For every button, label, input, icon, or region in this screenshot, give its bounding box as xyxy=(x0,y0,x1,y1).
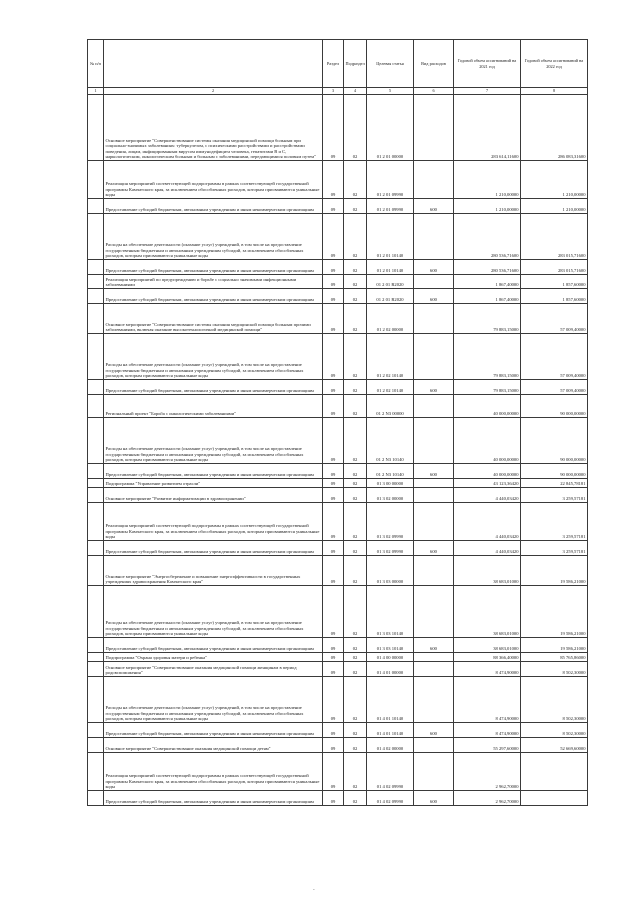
row-amount-2022: 52 669,60000 xyxy=(521,738,588,753)
table-row xyxy=(88,418,588,464)
header-target-item: Целевая статья xyxy=(367,40,414,88)
row-expense-type xyxy=(414,556,454,586)
row-section: 09 xyxy=(323,395,344,418)
row-section: 09 xyxy=(323,677,344,723)
row-amount-2021: 283 614,11600 xyxy=(454,95,521,161)
budget-allocation-table xyxy=(87,39,588,806)
row-subsection: 02 xyxy=(344,556,367,586)
column-number: 8 xyxy=(521,88,588,95)
row-expense-type xyxy=(414,662,454,677)
table-row xyxy=(88,479,588,488)
row-amount-2022: 3 259,57181 xyxy=(521,503,588,541)
row-number xyxy=(88,677,104,723)
row-name: Региональный проект "Борьба с онкологическими заболеваниями" xyxy=(104,395,323,418)
row-amount-2022: 8 502,30000 xyxy=(521,677,588,723)
row-amount-2022: 22 845,78181 xyxy=(521,479,588,488)
row-amount-2022: 3 259,57181 xyxy=(521,541,588,556)
row-target-item: 01 3 02 09990 xyxy=(367,541,414,556)
row-section: 09 xyxy=(323,289,344,304)
row-subsection: 02 xyxy=(344,418,367,464)
row-subsection: 02 xyxy=(344,723,367,738)
row-target-item: 01 4 02 09990 xyxy=(367,791,414,806)
row-amount-2021: 280 536,71600 xyxy=(454,260,521,275)
row-number xyxy=(88,289,104,304)
row-amount-2021: 38 683,01000 xyxy=(454,556,521,586)
row-amount-2022: 1 857,60000 xyxy=(521,275,588,289)
row-amount-2021: 40 000,00000 xyxy=(454,395,521,418)
row-subsection: 02 xyxy=(344,275,367,289)
table-row xyxy=(88,199,588,214)
row-name: Предоставление субсидий бюджетным, автономным учреждениям и иным некоммерческим организациям xyxy=(104,464,323,479)
row-amount-2022: 8 502,30000 xyxy=(521,662,588,677)
row-expense-type: 600 xyxy=(414,380,454,395)
row-number xyxy=(88,199,104,214)
row-number xyxy=(88,214,104,260)
table-row xyxy=(88,503,588,541)
row-amount-2022: 90 000,00000 xyxy=(521,464,588,479)
row-name: Реализация мероприятий соответствующей подпрограммы в рамках соответствующей государственной программы Камчатского края, за исключением обособленных расходов, которым присваиваются уникальные коды xyxy=(104,503,323,541)
row-number xyxy=(88,161,104,199)
row-expense-type: 600 xyxy=(414,289,454,304)
row-expense-type xyxy=(414,653,454,662)
row-name: Расходы на обеспечение деятельности (оказание услуг) учреждений, в том числе на предоставление государственным бюджетным и автономным учреждениям субсидий, за исключением обособленных расходов, которым присваиваются уникальные коды xyxy=(104,214,323,260)
row-expense-type: 600 xyxy=(414,199,454,214)
column-number: 1 xyxy=(88,88,104,95)
row-subsection: 02 xyxy=(344,161,367,199)
row-target-item: 01 2 01 09990 xyxy=(367,161,414,199)
table-row xyxy=(88,662,588,677)
row-amount-2022: 19 586,21000 xyxy=(521,638,588,653)
row-amount-2021: 1 210,00000 xyxy=(454,161,521,199)
row-target-item: 01 2 02 10140 xyxy=(367,380,414,395)
row-name: Предоставление субсидий бюджетным, автономным учреждениям и иным некоммерческим организациям xyxy=(104,260,323,275)
row-subsection: 02 xyxy=(344,304,367,334)
row-expense-type xyxy=(414,738,454,753)
row-amount-2022: 19 586,21000 xyxy=(521,586,588,638)
row-number xyxy=(88,503,104,541)
row-number xyxy=(88,586,104,638)
row-amount-2022: 1 857,60000 xyxy=(521,289,588,304)
table-row xyxy=(88,260,588,275)
row-number xyxy=(88,395,104,418)
row-name: Предоставление субсидий бюджетным, автономным учреждениям и иным некоммерческим организациям xyxy=(104,638,323,653)
row-name: Реализация мероприятий соответствующей подпрограммы в рамках соответствующей государственной программы Камчатского края, за исключением обособленных расходов, которым присваиваются уникальные коды xyxy=(104,161,323,199)
row-expense-type xyxy=(414,214,454,260)
row-expense-type: 600 xyxy=(414,464,454,479)
row-section: 09 xyxy=(323,161,344,199)
row-amount-2021: 8 474,90000 xyxy=(454,723,521,738)
row-number xyxy=(88,275,104,289)
row-target-item: 01 2 01 R2020 xyxy=(367,289,414,304)
table-row xyxy=(88,304,588,334)
table-row xyxy=(88,556,588,586)
table-row xyxy=(88,214,588,260)
row-amount-2021: 38 683,01000 xyxy=(454,638,521,653)
row-expense-type xyxy=(414,161,454,199)
column-number: 7 xyxy=(454,88,521,95)
row-subsection: 02 xyxy=(344,541,367,556)
row-amount-2021: 2 962,70000 xyxy=(454,791,521,806)
table-row xyxy=(88,541,588,556)
row-section: 09 xyxy=(323,541,344,556)
header-amount-2022: Годовой объем ассигнований на 2022 год xyxy=(521,40,588,88)
column-number-row xyxy=(88,88,588,95)
row-name: Подпрограмма "Охрана здоровья матери и ребенка" xyxy=(104,653,323,662)
row-subsection: 02 xyxy=(344,677,367,723)
row-expense-type: 600 xyxy=(414,260,454,275)
row-target-item: 01 2 01 09990 xyxy=(367,199,414,214)
row-amount-2021: 79 883,15000 xyxy=(454,380,521,395)
row-target-item: 01 4 02 00000 xyxy=(367,738,414,753)
row-amount-2022: 19 586,21000 xyxy=(521,556,588,586)
row-subsection: 02 xyxy=(344,334,367,380)
row-section: 09 xyxy=(323,586,344,638)
row-name: Реализация мероприятий соответствующей подпрограммы в рамках соответствующей государственной программы Камчатского края, за исключением обособленных расходов, которым присваиваются уникальные коды xyxy=(104,753,323,791)
row-amount-2022: 85 765,86000 xyxy=(521,653,588,662)
row-target-item: 01 2 01 10140 xyxy=(367,260,414,275)
row-section: 09 xyxy=(323,738,344,753)
row-target-item: 01 2 01 10140 xyxy=(367,214,414,260)
header-section: Раздел xyxy=(323,40,344,88)
row-target-item: 01 2 N3 10140 xyxy=(367,418,414,464)
row-section: 09 xyxy=(323,753,344,791)
row-name: Предоставление субсидий бюджетным, автономным учреждениям и иным некоммерческим организациям xyxy=(104,791,323,806)
column-number: 3 xyxy=(323,88,344,95)
row-number xyxy=(88,662,104,677)
row-number xyxy=(88,541,104,556)
row-number xyxy=(88,479,104,488)
row-section: 09 xyxy=(323,464,344,479)
row-number xyxy=(88,653,104,662)
header-amount-2021: Годовой объем ассигнований на 2021 год xyxy=(454,40,521,88)
row-name: Основное мероприятие "Развитие информатизации в здравоохранении" xyxy=(104,488,323,503)
row-amount-2021: 1 867,40000 xyxy=(454,275,521,289)
row-number xyxy=(88,738,104,753)
row-amount-2021: 55 297,60000 xyxy=(454,738,521,753)
row-amount-2021: 40 000,00000 xyxy=(454,464,521,479)
row-target-item: 01 3 03 10140 xyxy=(367,638,414,653)
row-target-item: 01 3 02 09990 xyxy=(367,503,414,541)
table-row xyxy=(88,95,588,161)
row-amount-2022: 90 000,00000 xyxy=(521,395,588,418)
row-subsection: 02 xyxy=(344,479,367,488)
row-section: 09 xyxy=(323,723,344,738)
column-number: 2 xyxy=(104,88,323,95)
row-number xyxy=(88,334,104,380)
table-row xyxy=(88,464,588,479)
row-target-item: 01 2 02 10140 xyxy=(367,334,414,380)
header-expense-type: Вид расходов xyxy=(414,40,454,88)
table-row xyxy=(88,791,588,806)
row-subsection: 02 xyxy=(344,464,367,479)
row-amount-2022: 3 259,57181 xyxy=(521,488,588,503)
table-row xyxy=(88,488,588,503)
row-number xyxy=(88,791,104,806)
row-amount-2022: 90 000,00000 xyxy=(521,418,588,464)
table-row xyxy=(88,334,588,380)
row-amount-2021: 4 440,03420 xyxy=(454,488,521,503)
row-target-item: 01 2 N3 00000 xyxy=(367,395,414,418)
row-expense-type xyxy=(414,488,454,503)
row-expense-type xyxy=(414,275,454,289)
row-subsection: 02 xyxy=(344,753,367,791)
row-expense-type xyxy=(414,753,454,791)
row-number xyxy=(88,556,104,586)
row-target-item: 01 2 N3 10140 xyxy=(367,464,414,479)
row-section: 09 xyxy=(323,275,344,289)
table-body xyxy=(88,95,588,806)
row-target-item: 01 3 03 10140 xyxy=(367,586,414,638)
row-target-item: 01 4 02 09990 xyxy=(367,753,414,791)
row-amount-2021: 38 683,01000 xyxy=(454,586,521,638)
row-name: Расходы на обеспечение деятельности (оказание услуг) учреждений, в том числе на предоставление государственным бюджетным и автономным учреждениям субсидий, за исключением обособленных расходов, которым присваиваются уникальные коды xyxy=(104,334,323,380)
row-amount-2022: 57 009,40000 xyxy=(521,304,588,334)
row-section: 09 xyxy=(323,662,344,677)
row-number xyxy=(88,380,104,395)
row-section: 09 xyxy=(323,556,344,586)
row-subsection: 02 xyxy=(344,289,367,304)
row-amount-2021: 280 536,71600 xyxy=(454,214,521,260)
row-expense-type xyxy=(414,418,454,464)
table-row xyxy=(88,677,588,723)
row-amount-2021: 4 440,03420 xyxy=(454,541,521,556)
row-target-item: 01 3 03 00000 xyxy=(367,556,414,586)
row-name: Реализация мероприятий по предупреждению и борьбе с социально значимыми инфекционными заболеваниями xyxy=(104,275,323,289)
row-amount-2021: 79 883,15000 xyxy=(454,334,521,380)
row-name: Основное мероприятие "Совершенствование оказания медицинской помощи женщинам в период родовспоможения" xyxy=(104,662,323,677)
row-target-item: 01 2 01 00000 xyxy=(367,95,414,161)
row-subsection: 02 xyxy=(344,395,367,418)
row-name: Основное мероприятие "Совершенствование оказания медицинской помощи детям" xyxy=(104,738,323,753)
row-amount-2021: 88 366,40000 xyxy=(454,653,521,662)
row-expense-type xyxy=(414,304,454,334)
row-subsection: 02 xyxy=(344,662,367,677)
row-amount-2021: 8 474,90000 xyxy=(454,662,521,677)
table-row xyxy=(88,638,588,653)
row-amount-2022 xyxy=(521,791,588,806)
row-target-item: 01 4 00 00000 xyxy=(367,653,414,662)
row-name: Основное мероприятие "Энергосбережение и повышение энергоэффективности в государственных учреждениях здравоохранения Камчатского края" xyxy=(104,556,323,586)
row-amount-2021: 1 210,00000 xyxy=(454,199,521,214)
table-row xyxy=(88,753,588,791)
row-number xyxy=(88,260,104,275)
row-subsection: 02 xyxy=(344,199,367,214)
table-row xyxy=(88,395,588,418)
row-number xyxy=(88,95,104,161)
row-name: Предоставление субсидий бюджетным, автономным учреждениям и иным некоммерческим организациям xyxy=(104,289,323,304)
row-expense-type: 600 xyxy=(414,541,454,556)
row-subsection: 02 xyxy=(344,380,367,395)
row-name: Расходы на обеспечение деятельности (оказание услуг) учреждений, в том числе на предоставление государственным бюджетным и автономным учреждениям субсидий, за исключением обособленных расходов, которым присваиваются уникальные коды xyxy=(104,586,323,638)
row-name: Предоставление субсидий бюджетным, автономным учреждениям и иным некоммерческим организациям xyxy=(104,723,323,738)
row-section: 09 xyxy=(323,503,344,541)
row-amount-2021: 2 962,70000 xyxy=(454,753,521,791)
row-amount-2022: 283 015,71600 xyxy=(521,260,588,275)
row-subsection: 02 xyxy=(344,653,367,662)
row-number xyxy=(88,723,104,738)
row-section: 09 xyxy=(323,479,344,488)
row-name: Предоставление субсидий бюджетным, автономным учреждениям и иным некоммерческим организациям xyxy=(104,199,323,214)
row-section: 09 xyxy=(323,638,344,653)
table-row xyxy=(88,275,588,289)
row-amount-2021: 79 883,15000 xyxy=(454,304,521,334)
row-expense-type: 600 xyxy=(414,791,454,806)
row-amount-2022: 283 015,71600 xyxy=(521,214,588,260)
row-amount-2022: 57 009,40000 xyxy=(521,380,588,395)
table-row xyxy=(88,586,588,638)
row-section: 09 xyxy=(323,418,344,464)
column-number: 4 xyxy=(344,88,367,95)
row-name: Расходы на обеспечение деятельности (оказание услуг) учреждений, в том числе на предоставление государственным бюджетным и автономным учреждениям субсидий, за исключением обособленных расходов, которым присваиваются уникальные коды xyxy=(104,418,323,464)
row-number xyxy=(88,753,104,791)
row-expense-type: 600 xyxy=(414,638,454,653)
row-target-item: 01 4 01 00000 xyxy=(367,662,414,677)
row-number xyxy=(88,418,104,464)
row-subsection: 02 xyxy=(344,260,367,275)
row-expense-type xyxy=(414,503,454,541)
row-target-item: 01 2 02 00000 xyxy=(367,304,414,334)
row-name: Предоставление субсидий бюджетным, автономным учреждениям и иным некоммерческим организациям xyxy=(104,541,323,556)
row-subsection: 02 xyxy=(344,488,367,503)
row-subsection: 02 xyxy=(344,214,367,260)
table-row xyxy=(88,161,588,199)
row-target-item: 01 4 01 10140 xyxy=(367,677,414,723)
row-expense-type xyxy=(414,95,454,161)
row-section: 09 xyxy=(323,95,344,161)
row-amount-2021: 4 440,03420 xyxy=(454,503,521,541)
row-target-item: 01 3 00 00000 xyxy=(367,479,414,488)
row-number xyxy=(88,638,104,653)
row-amount-2022: 286 083,31600 xyxy=(521,95,588,161)
header-subsection: Подраздел xyxy=(344,40,367,88)
row-section: 09 xyxy=(323,380,344,395)
row-amount-2021: 1 867,40000 xyxy=(454,289,521,304)
page-footer-mark: - xyxy=(313,888,315,893)
row-amount-2022: 1 210,00000 xyxy=(521,199,588,214)
row-amount-2022: 1 210,00000 xyxy=(521,161,588,199)
row-section: 09 xyxy=(323,488,344,503)
row-amount-2021: 40 000,00000 xyxy=(454,418,521,464)
row-amount-2022: 57 009,40000 xyxy=(521,334,588,380)
table-header-row xyxy=(88,40,588,88)
row-amount-2022 xyxy=(521,753,588,791)
row-expense-type xyxy=(414,334,454,380)
table-row xyxy=(88,289,588,304)
row-expense-type xyxy=(414,395,454,418)
table-row xyxy=(88,738,588,753)
table-row xyxy=(88,723,588,738)
table-row xyxy=(88,380,588,395)
row-name: Предоставление субсидий бюджетным, автономным учреждениям и иным некоммерческим организациям xyxy=(104,380,323,395)
table-row xyxy=(88,653,588,662)
row-expense-type xyxy=(414,677,454,723)
row-subsection: 02 xyxy=(344,791,367,806)
row-subsection: 02 xyxy=(344,738,367,753)
row-target-item: 01 3 02 00000 xyxy=(367,488,414,503)
row-section: 09 xyxy=(323,214,344,260)
row-subsection: 02 xyxy=(344,638,367,653)
row-section: 09 xyxy=(323,199,344,214)
row-subsection: 02 xyxy=(344,586,367,638)
row-section: 09 xyxy=(323,260,344,275)
row-number xyxy=(88,304,104,334)
row-expense-type: 600 xyxy=(414,723,454,738)
column-number: 6 xyxy=(414,88,454,95)
row-subsection: 02 xyxy=(344,503,367,541)
row-section: 09 xyxy=(323,653,344,662)
row-name: Основное мероприятие "Совершенствование системы оказания медицинской помощи больным прочими заболеваниями, включая оказание высокотехнологичной медицинской помощи" xyxy=(104,304,323,334)
row-section: 09 xyxy=(323,791,344,806)
row-amount-2021: 43 123,36420 xyxy=(454,479,521,488)
row-number xyxy=(88,464,104,479)
row-name: Расходы на обеспечение деятельности (оказание услуг) учреждений, в том числе на предоставление государственным бюджетным и автономным учреждениям субсидий, за исключением обособленных расходов, которым присваиваются уникальные коды xyxy=(104,677,323,723)
row-amount-2021: 8 474,90000 xyxy=(454,677,521,723)
row-name: Основное мероприятие "Совершенствование системы оказания медицинской помощи больным при социально-значимых заболеваниях: туберкулезом, с психическими расстройствами и расстройствами поведения, лицам, инфицированным вирусом иммунодефицита человека, гепатитами В и С, наркологическим, онкологическим больным и больным с заболеваниями, передающимися половым путем" xyxy=(104,95,323,161)
row-section: 09 xyxy=(323,304,344,334)
row-target-item: 01 2 01 R2020 xyxy=(367,275,414,289)
row-target-item: 01 4 01 10140 xyxy=(367,723,414,738)
row-number xyxy=(88,488,104,503)
row-subsection: 02 xyxy=(344,95,367,161)
header-name xyxy=(104,40,323,88)
row-amount-2022: 8 502,30000 xyxy=(521,723,588,738)
row-expense-type xyxy=(414,479,454,488)
row-name: Подпрограмма "Управление развитием отрасли" xyxy=(104,479,323,488)
column-number: 5 xyxy=(367,88,414,95)
row-expense-type xyxy=(414,586,454,638)
header-num: № п/п xyxy=(88,40,104,88)
row-section: 09 xyxy=(323,334,344,380)
